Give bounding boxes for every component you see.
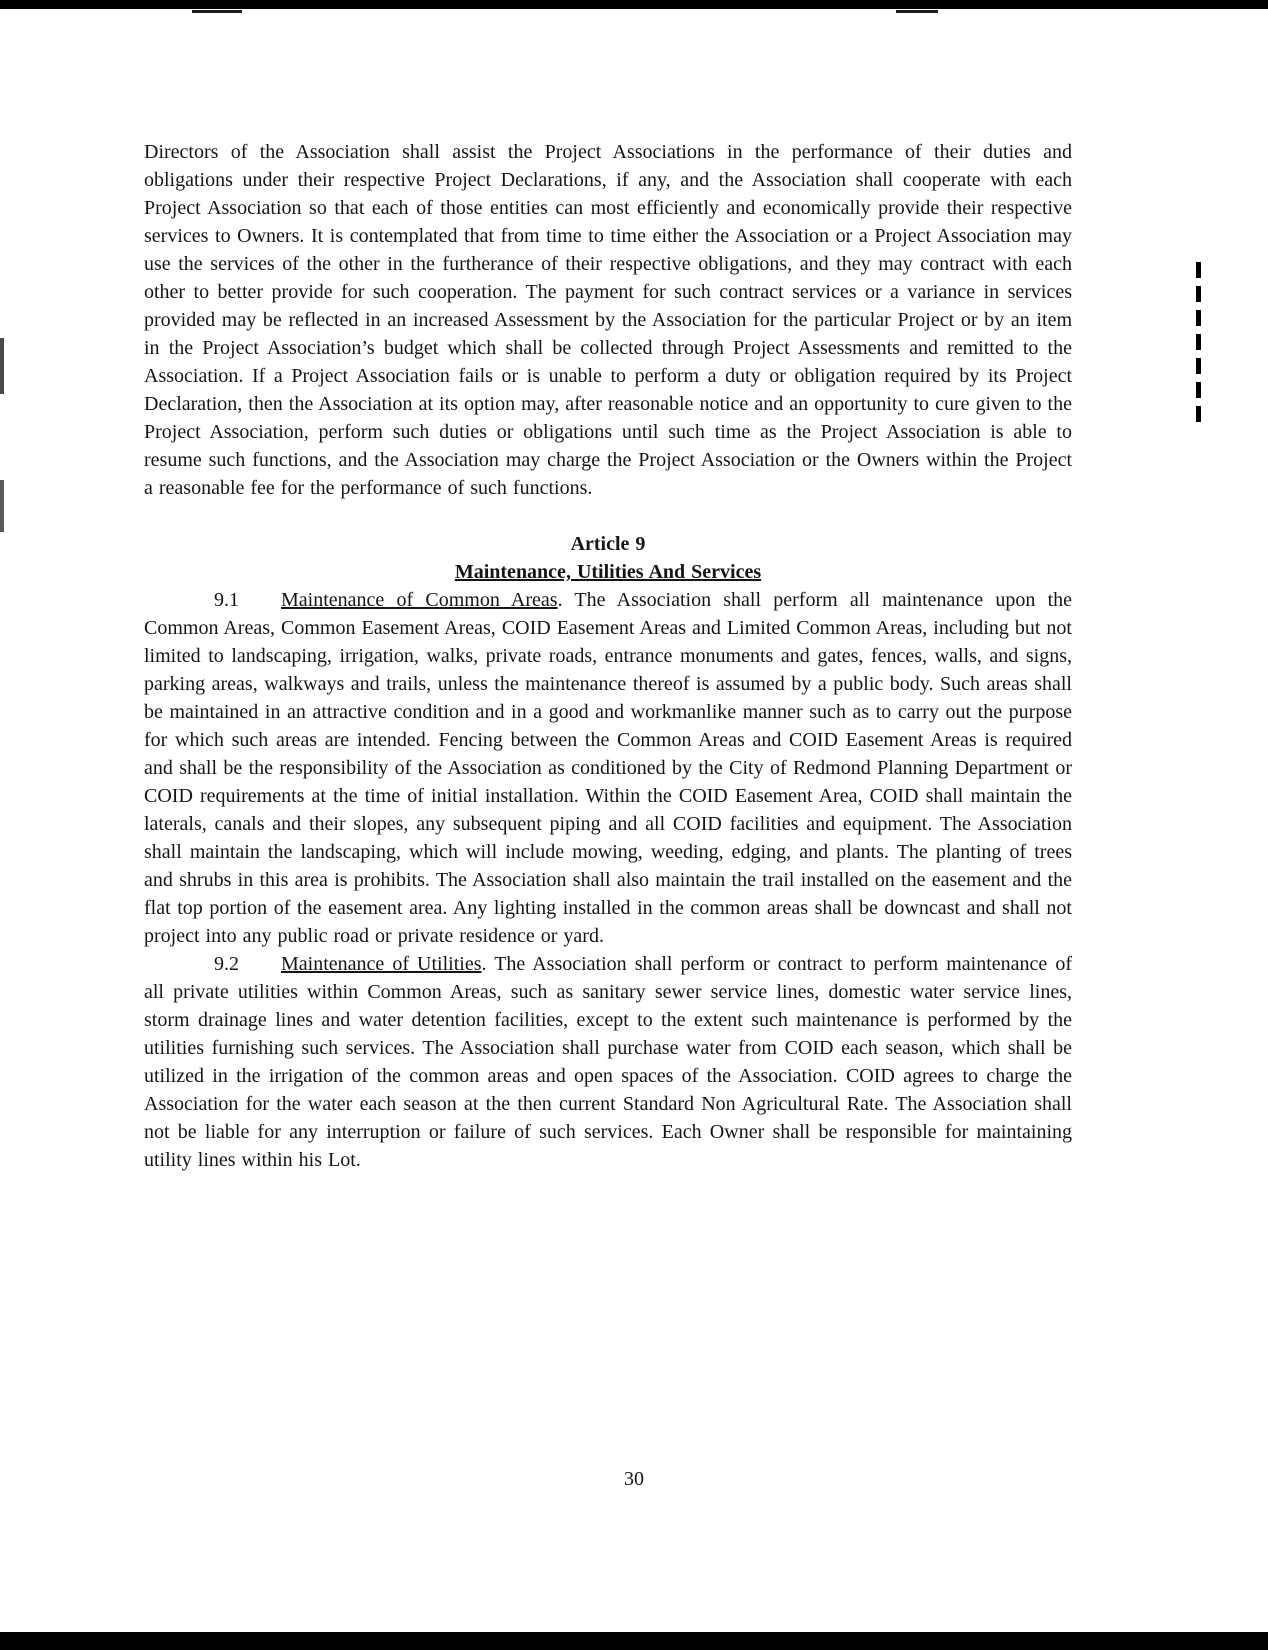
page-number: 30 bbox=[624, 1468, 644, 1490]
section-9-2-number: 9.2 bbox=[214, 953, 239, 975]
scan-artifact-right-edge-mark bbox=[1196, 262, 1201, 426]
section-9-1 bbox=[144, 586, 1072, 950]
article-heading bbox=[144, 530, 1072, 586]
section-9-1-number: 9.1 bbox=[214, 589, 239, 611]
scan-artifact-left-edge-mark-lower bbox=[0, 480, 4, 532]
scan-artifact-top-bar bbox=[0, 0, 1268, 9]
scan-artifact-top-dash-right bbox=[896, 10, 938, 13]
section-9-1-heading: Maintenance of Common Areas bbox=[281, 589, 558, 611]
scan-artifact-top-dash-left bbox=[192, 10, 242, 13]
document-body bbox=[144, 138, 1072, 1174]
intro-paragraph: Directors of the Association shall assist the Project Associations in the performance of their duties and obligations under their respective Project Declarations, if any, and the Association shall cooperate with each Project Association so that each of those entities can most efficiently and economically provide their respective services to Owners. It is contemplated that from time to time either the Association or a Project Association may use the services of the other in the furtherance of their respective obligations, and they may contract with each other to better provide for such cooperation. The payment for such contract services or a variance in services provided may be reflected in an increased Assessment by the Association for the particular Project or by an item in the Project Association’s budget which shall be collected through Project Assessments and remitted to the Association. If a Project Association fails or is unable to perform a duty or obligation required by its Project Declaration, then the Association at its option may, after reasonable notice and an opportunity to cure given to the Project Association, perform such duties or obligations until such time as the Project Association is able to resume such functions, and the Association may charge the Project Association or the Owners within the Project a reasonable fee for the performance of such functions. bbox=[144, 141, 1072, 499]
scan-artifact-left-edge-mark-upper bbox=[0, 338, 4, 394]
section-9-1-body: . The Association shall perform all maintenance upon the Common Areas, Common Easement Areas, COID Easement Areas and Limited Common Areas, including but not limited to landscaping, irrigation, walks, private roads, entrance monuments and gates, fences, walls, and signs, parking areas, walkways and trails, unless the maintenance thereof is assumed by a public body. Such areas shall be maintained in an attractive condition and in a good and workmanlike manner such as to carry out the purpose for which such areas are intended. Fencing between the Common Areas and COID Easement Areas is required and shall be the responsibility of the Association as conditioned by the City of Redmond Planning Department or COID requirements at the time of initial installation. Within the COID Easement Area, COID shall maintain the laterals, canals and their slopes, any subsequent piping and all COID facilities and equipment. The Association shall maintain the landscaping, which will include mowing, weeding, edging, and plants. The planting of trees and shrubs in this area is prohibits. The Association shall also maintain the trail installed on the easement and the flat top portion of the easement area. Any lighting installed in the common areas shall be downcast and shall not project into any public road or private residence or yard. bbox=[144, 589, 1072, 947]
section-9-2-body: . The Association shall perform or contract to perform maintenance of all private utilities within Common Areas, such as sanitary sewer service lines, domestic water service lines, storm drainage lines and water detention facilities, except to the extent such maintenance is performed by the utilities furnishing such services. The Association shall purchase water from COID each season, which shall be utilized in the irrigation of the common areas and open spaces of the Association. COID agrees to charge the Association for the water each season at the then current Standard Non Agricultural Rate. The Association shall not be liable for any interruption or failure of such services. Each Owner shall be responsible for maintaining utility lines within his Lot. bbox=[144, 953, 1073, 1171]
article-title: Article 9 bbox=[570, 533, 646, 555]
section-9-2-heading: Maintenance of Utilities bbox=[281, 953, 482, 975]
article-subtitle: Maintenance, Utilities And Services bbox=[454, 561, 762, 583]
section-9-2 bbox=[144, 950, 1072, 1174]
scan-artifact-bottom-bar bbox=[0, 1632, 1268, 1650]
